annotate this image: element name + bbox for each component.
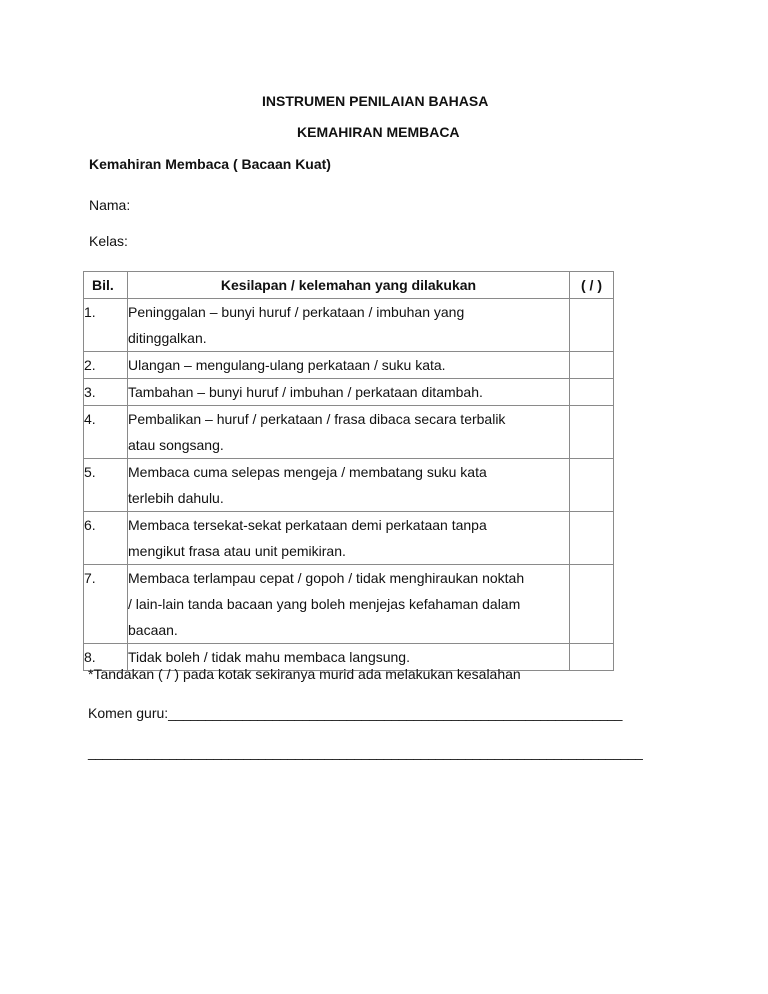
table-header-row (84, 272, 614, 299)
description-line: terlebih dahulu. (128, 490, 224, 506)
description-line: Pembalikan – huruf / perkataan / frasa dibaca secara terbalik (128, 411, 506, 427)
comment-label: Komen guru: (88, 705, 169, 721)
row-number: 2. (84, 352, 128, 379)
description-line: Membaca cuma selepas mengeja / membatang suku kata (128, 464, 487, 480)
description-line: Ulangan – mengulang-ulang perkataan / suku kata. (128, 357, 446, 373)
table-row (84, 299, 614, 352)
row-description (128, 459, 570, 512)
description-line: bacaan. (128, 622, 178, 638)
row-number: 7. (84, 565, 128, 644)
row-number: 5. (84, 459, 128, 512)
description-line: Peninggalan – bunyi huruf / perkataan / imbuhan yang (128, 304, 465, 320)
comment-field-line1[interactable]: _____________________________________________________________ (168, 706, 623, 721)
row-number: 8. (84, 644, 128, 671)
table-row (84, 352, 614, 379)
description-line: atau songsang. (128, 437, 224, 453)
row-number: 1. (84, 299, 128, 352)
row-description (128, 299, 570, 352)
comment-field-line2[interactable]: ___________________________________________________________________________ (88, 745, 643, 760)
table-row (84, 459, 614, 512)
teacher-comment (88, 705, 622, 721)
document-subtitle: KEMAHIRAN MEMBACA (297, 124, 460, 140)
assessment-table (83, 271, 614, 671)
row-checkbox[interactable] (570, 459, 614, 512)
row-checkbox[interactable] (570, 565, 614, 644)
row-description (128, 406, 570, 459)
description-line: mengikut frasa atau unit pemikiran. (128, 543, 346, 559)
row-checkbox[interactable] (570, 406, 614, 459)
table-row (84, 406, 614, 459)
description-line: ditinggalkan. (128, 330, 207, 346)
row-description (128, 565, 570, 644)
row-checkbox[interactable] (570, 512, 614, 565)
description-line: / lain-lain tanda bacaan yang boleh menjejas kefahaman dalam (128, 596, 521, 612)
row-description (128, 379, 570, 406)
row-checkbox[interactable] (570, 352, 614, 379)
row-number: 4. (84, 406, 128, 459)
name-label: Nama: (89, 197, 131, 213)
header-check: ( / ) (570, 272, 614, 299)
row-checkbox[interactable] (570, 299, 614, 352)
class-label: Kelas: (89, 233, 128, 249)
header-description: Kesilapan / kelemahan yang dilakukan (128, 272, 570, 299)
row-description (128, 512, 570, 565)
row-description (128, 352, 570, 379)
row-number: 3. (84, 379, 128, 406)
instruction-note: *Tandakan ( / ) pada kotak sekiranya murid ada melakukan kesalahan (88, 666, 521, 682)
description-line: Tambahan – bunyi huruf / imbuhan / perkataan ditambah. (128, 384, 483, 400)
section-heading: Kemahiran Membaca ( Bacaan Kuat) (89, 156, 331, 172)
table-row (84, 379, 614, 406)
row-number: 6. (84, 512, 128, 565)
description-line: Tidak boleh / tidak mahu membaca langsung. (128, 649, 410, 665)
table-row (84, 512, 614, 565)
row-checkbox[interactable] (570, 644, 614, 671)
table-row (84, 565, 614, 644)
header-bil: Bil. (84, 272, 128, 299)
row-checkbox[interactable] (570, 379, 614, 406)
document-title: INSTRUMEN PENILAIAN BAHASA (262, 93, 489, 109)
description-line: Membaca terlampau cepat / gopoh / tidak menghiraukan noktah (128, 570, 525, 586)
description-line: Membaca tersekat-sekat perkataan demi perkataan tanpa (128, 517, 487, 533)
